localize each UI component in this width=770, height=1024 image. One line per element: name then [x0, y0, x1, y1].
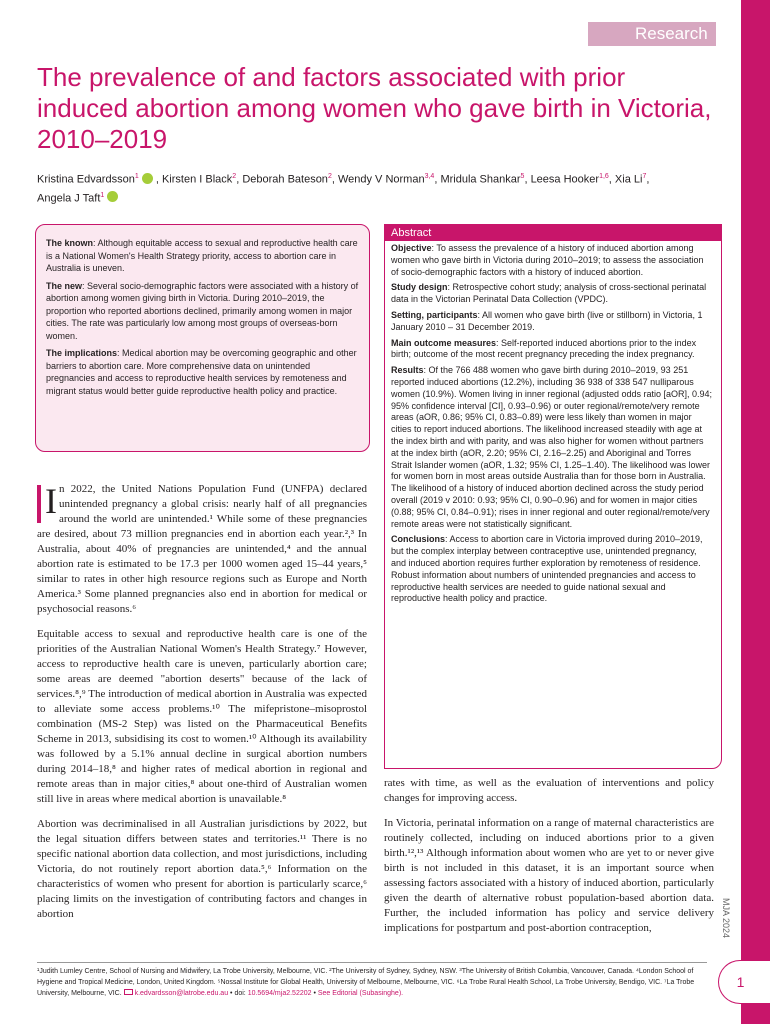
affiliations: ¹Judith Lumley Centre, School of Nursing and Midwifery, La Trobe University, Melbourne, VIC. ²The University of Sydney, Sydney, NSW. ³The University of British Columbia, Vancouver, Canada. ⁴London School of Hygiene and Tropical Medicine, London, United Kingdom. ⁵Nossal Institute for Global Health, University of Melbourne, Melbourne, VIC. ⁶La Trobe Rural Health School, La Trobe University, Bendigo, VIC. ⁷La Trobe University, Melbourne, VIC.: [37, 968, 695, 997]
affiliation-mark: 1: [134, 173, 139, 180]
section-label: Research: [588, 22, 716, 46]
key-points-box: [35, 224, 370, 452]
author-list: Kristina Edvardsson$^1$ , Kirsten I Black$^2$, Deborah Bateson$^2$, Wendy V Norman$^{3,4}$, Mridula Shankar$^5$, Leesa Hooker$^{1,6}$, Xia Li$^7$, Angela J Taft$^1$: [37, 173, 650, 205]
editorial-link[interactable]: See Editorial (Subasinghe).: [317, 990, 404, 997]
author-name[interactable]: Angela J Taft: [37, 192, 101, 205]
article-title: The prevalence of and factors associated with prior induced abortion among women who gave birth in Victoria, 2010–2019: [37, 62, 712, 154]
orcid-icon[interactable]: [142, 173, 153, 184]
dropcap-bar: [37, 485, 41, 523]
email-link[interactable]: k.edvardsson@latrobe.edu.au: [134, 990, 229, 997]
dropcap: I: [45, 481, 57, 521]
abstract-box: [384, 224, 722, 769]
footer-divider: [37, 962, 707, 963]
footer: ¹Judith Lumley Centre, School of Nursing and Midwifery, La Trobe University, Melbourne, VIC. ²The University of Sydney, Sydney, NSW. ³The University of British Columbia, Vancouver, Canada. ⁴London School of Hygiene and Tropical Medicine, London, United Kingdom. ⁵Nossal Institute for Global Health, University of Melbourne, Melbourne, VIC. ⁶La Trobe Rural Health School, La Trobe University, Bendigo, VIC. ⁷La Trobe University, Melbourne, VIC. k.edvardsson@latrobe.edu.au • doi: 10.5694/mja2.52202 • See Editorial (Subasinghe).: [37, 968, 695, 997]
journal-mark: MJA 2024: [721, 898, 731, 939]
author-name[interactable]: Deborah Bateson: [242, 173, 328, 186]
body-paragraph: Abortion was decriminalised in all Australian jurisdictions by 2022, but the legal situation differs between states and territories.¹¹ There is no specific national abortion data collection, and most jurisdictions, including Victoria, do not routinely report abortion data.⁵,⁶ Information on the characteristics of women who present for abortion is particularly scarce,⁶ placing limits on the investigation of contributing factors and changes in abortion: [37, 818, 367, 920]
doi-link[interactable]: 10.5694/mja2.52202: [247, 990, 312, 997]
body-paragraph: In Victoria, perinatal information on a range of maternal characteristics are routinely collected, including on induced abortions prior to a given birth.¹²,¹³ Although information about women who are yet to or never give birth is not included in this dataset, it is an important source when assessing factors associated with a history of induced abortion, particularly given the dearth of alternative robust population-based abortion data. Further, the included information has policy and service delivery implications for postpartum and post-abortion contraception,: [384, 817, 714, 934]
abstract-results: Results: Of the 766 488 women who gave birth during 2010–2019, 93 251 reported induced abortions (12.2%), including 36 938 of 338 547 nulliparous women (10.9%). Women living in inner regional (adjusted odds ratio [aOR], 0.94; 95% confidence interval [CI], 0.93–0.96) or outer regional/remote/very remote areas (aOR, 0.86; 95% CI, 0.83–0.89) were less likely than women in major cities to report induced abortions. The likelihood increased steadily with age at the index birth and with parity, and was also higher for women without partners at the index birth (aOR, 2.20; 95% CI, 2.16–2.25) and Aboriginal and Torres Strait Islander women (aOR, 1.32; 95% CI, 1.25–1.40). The likelihood was lower for women born in most areas outside Australia than for those born in Australia. The likelihood of a history of induced abortion declined across the study period overall (2019 v 2010: 0.93; 95% CI, 0.90–0.96) and for women in major cities (0.88; 95% CI, 0.84–0.91); rises in inner regional and outer regional/remote/very remote areas were not statistically significant.: [391, 365, 712, 529]
author-name[interactable]: Kristina Edvardsson: [37, 173, 135, 186]
author-name[interactable]: Kirsten I Black: [161, 173, 233, 186]
body-column-left: [37, 482, 367, 932]
abstract-outcome: Main outcome measures: Self-reported induced abortions prior to the index birth; outcome of the most recent pregnancy preceding the index pregnancy.: [391, 337, 697, 360]
page-edge-bar: [741, 0, 770, 1024]
author-name[interactable]: Wendy V Norman: [337, 173, 425, 186]
author-name[interactable]: Leesa Hooker: [530, 173, 600, 186]
orcid-icon[interactable]: [107, 191, 118, 202]
abstract-setting: Setting, participants: All women who gave birth (live or stillborn) in Victoria, 1 January 2010 – 31 December 2019.: [391, 309, 703, 332]
the-implications: The implications: Medical abortion may be overcoming geographic and other barriers to abortion care. More comprehensive data on unintended pregnancies and access to reproductive health services by remoteness and migrant status would better guide reproductive health policy and practice.: [46, 348, 357, 396]
body-paragraph: Equitable access to sexual and reproductive health care is one of the priorities of the Australian National Women's Health Strategy.⁷ However, access to reproductive health care is uneven, particularly abortion care; some areas are deemed "abortion deserts" because of the lack of services.⁸,⁹ The introduction of medical abortion in Australia was expected to alleviate some access problems.¹⁰ The mifepristone–misoprostol combination (MS-2 Step) was listed on the Pharmaceutical Benefits Scheme in 2013, subsidising its cost to women.¹⁰ Although its availability was followed by a 5.1% annual decline in surgical abortion numbers during 2014–18,⁸ and higher rates of medical abortion in regional and remote areas than in major cities,⁸ about one-third of Australian women still live in areas where medical abortion is unavailable.⁸: [37, 628, 367, 805]
affiliation-mark: 2: [327, 173, 332, 180]
affiliation-mark: 7: [642, 173, 647, 180]
author-name[interactable]: Mridula Shankar: [440, 173, 521, 186]
affiliation-mark: 1,6: [599, 173, 609, 180]
affiliation-mark: 1: [100, 191, 105, 199]
page-number: 1: [718, 960, 770, 1004]
body-column-right: [384, 776, 714, 946]
affiliation-mark: 2: [232, 173, 237, 180]
body-paragraph: rates with time, as well as the evaluation of interventions and policy changes for improving access.: [384, 777, 714, 804]
body-paragraph: In 2022, the United Nations Population Fund (UNFPA) declared unintended pregnancy a global crisis: nearly half of all pregnancies around the world are unintended.¹ While some of these pregnancies are desired, about 73 million pregnancies end in abortion each year.²,³ In Australia, about 40% of pregnancies are unintended,⁴ and the annual abortion rate is estimated to be 17.3 per 1000 women aged 15–44 years,⁵ similar to rates in other high resource regions such as Europe and North America.³ Some planned pregnancies also end in abortion for medical or psychosocial reasons.⁶: [37, 481, 367, 615]
affiliation-mark: 3,4: [424, 173, 435, 180]
the-new: The new: Several socio-demographic factors were associated with a history of abortion among women giving birth in Victoria. During 2010–2019, the proportion who reported abortions declined, primarily among women in major cities. The rate was particularly low among most groups of overseas-born women.: [46, 280, 359, 341]
abstract-objective: Objective: To assess the prevalence of a history of induced abortion among women who gave birth in Victoria during 2010–2019; to assess the association of socio-demographic factors with a history of induced abortion.: [391, 243, 704, 277]
the-known: The known: Although equitable access to sexual and reproductive health care is a National Women's Health Strategy priority, access to abortion care in Australia is uneven.: [46, 238, 358, 273]
affiliation-mark: 5: [520, 173, 525, 180]
abstract-design: Study design: Retrospective cohort study; analysis of cross-sectional perinatal data in the Victorian Perinatal Data Collection (VPDC).: [391, 282, 707, 305]
abstract-heading: Abstract: [385, 225, 721, 241]
abstract-conclusions: Conclusions: Access to abortion care in Victoria improved during 2010–2019, but the complex interplay between contraceptive use, unintended pregnancy, and induced abortion requires further exploration by remoteness of residence. Robust information about numbers of unintended pregnancies and access to reproductive health services are needed to guide national sexual and reproductive health policy and practice.: [391, 534, 703, 604]
doi-label: doi:: [234, 990, 246, 997]
email-icon: [124, 989, 133, 995]
author-name[interactable]: Xia Li: [614, 173, 643, 186]
